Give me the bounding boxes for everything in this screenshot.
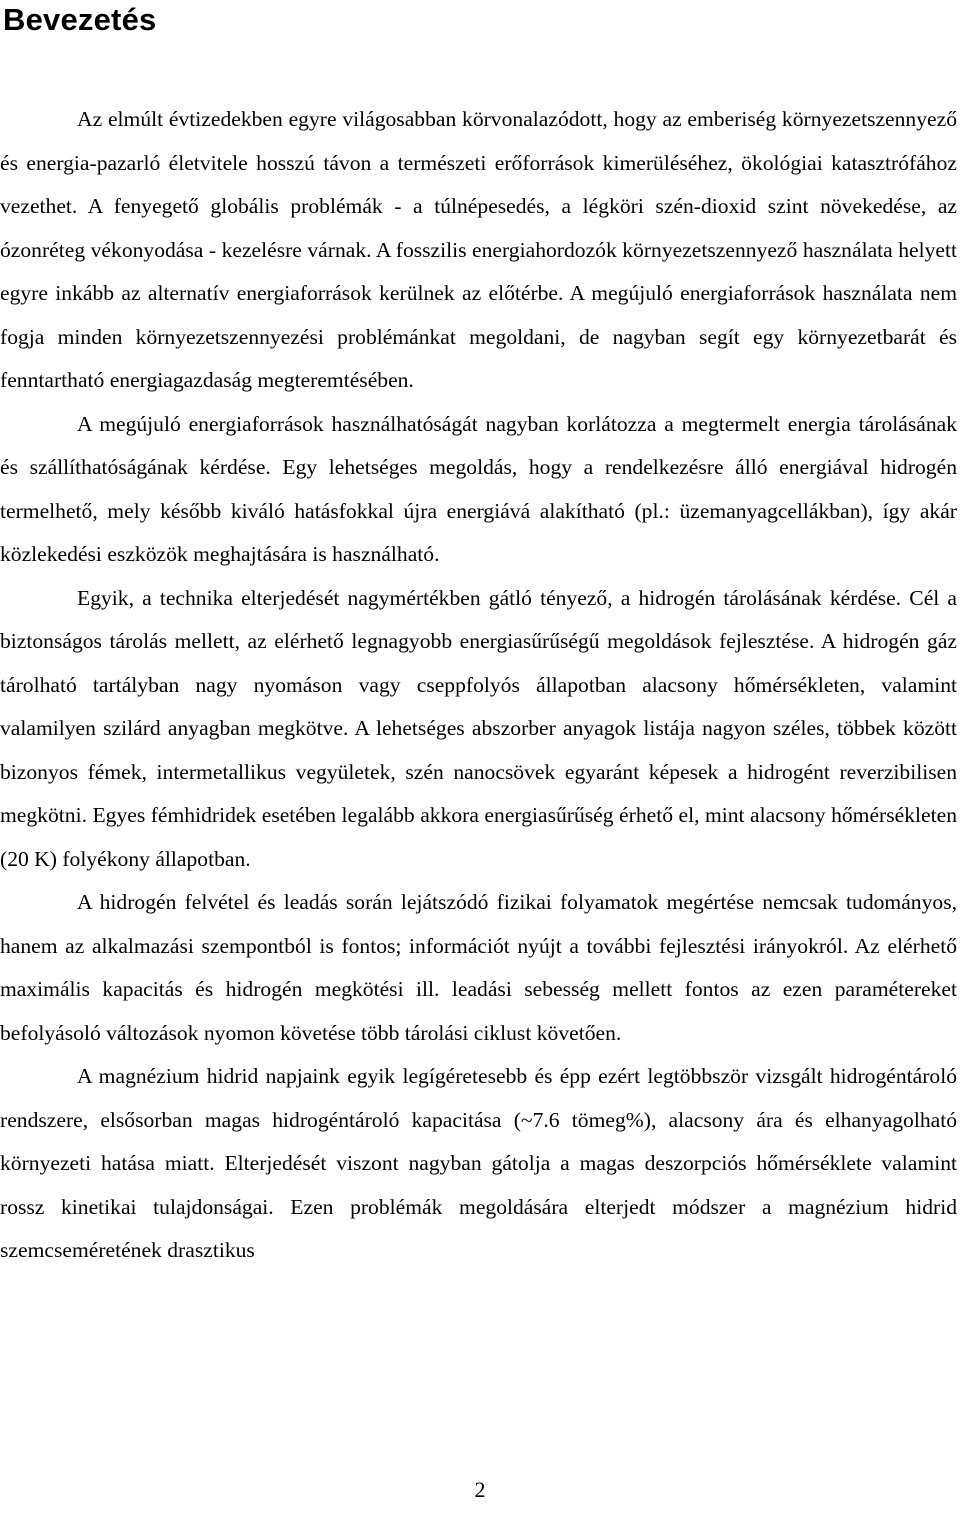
paragraph-5: A magnézium hidrid napjaink egyik legígéretesebb és épp ezért legtöbbször vizsgált hidrogéntároló rendszere, elsősorban magas hidrogéntároló kapacitása (~7.6 tömeg%), alacsony ára és elhanyagolható környezeti hatása miatt. Elterjedését viszont nagyban gátolja a magas deszorpciós hőmérséklete valamint rossz kinetikai tulajdonságai. Ezen problémák megoldására elterjedt módszer a magnézium hidrid szemcseméretének drasztikus — [0, 1064, 957, 1262]
paragraph-1: Az elmúlt évtizedekben egyre világosabban körvonalazódott, hogy az emberiség környezetszennyező és energia-pazarló életvitele hosszú távon a természeti erőforrások kimerüléséhez, ökológiai katasztrófához vezethet. A fenyegető globális problémák - a túlnépesedés, a légköri szén-dioxid szint növekedése, az ózonréteg vékonyodása - kezelésre várnak. A fosszilis energiahordozók környezetszennyező használata helyett egyre inkább az alternatív energiaforrások kerülnek az előtérbe. A megújuló energiaforrások használata nem fogja minden környezetszennyezési problémánkat megoldani, de nagyban segít egy környezetbarát és fenntartható energiagazdaság megteremtésében. — [0, 107, 957, 392]
body-text — [0, 98, 957, 1273]
paragraph-2: A megújuló energiaforrások használhatóságát nagyban korlátozza a megtermelt energia tárolásának és szállíthatóságának kérdése. Egy lehetséges megoldás, hogy a rendelkezésre álló energiával hidrogén termelhető, mely később kiváló hatásfokkal újra energiává alakítható (pl.: üzemanyagcellákban), így akár közlekedési eszközök meghajtására is használható. — [0, 411, 957, 566]
paragraph-4: A hidrogén felvétel és leadás során lejátszódó fizikai folyamatok megértése nemcsak tudományos, hanem az alkalmazási szempontból is fontos; információt nyújt a további fejlesztési irányokról. Az elérhető maximális kapacitás és hidrogén megkötési ill. leadási sebesség mellett fontos az ezen paramétereket befolyásoló változások nyomon követése több tárolási ciklust követően. — [0, 890, 957, 1045]
section-heading: Bevezetés — [3, 2, 157, 37]
paragraph-3: Egyik, a technika elterjedését nagymértékben gátló tényező, a hidrogén tárolásának kérdése. Cél a biztonságos tárolás mellett, az elérhető legnagyobb energiasűrűségű megoldások fejlesztése. A hidrogén gáz tárolható tartályban nagy nyomáson vagy cseppfolyós állapotban alacsony hőmérsékleten, valamint valamilyen szilárd anyagban megkötve. A lehetséges abszorber anyagok listája nagyon széles, többek között bizonyos fémek, intermetallikus vegyületek, szén nanocsövek egyaránt képesek a hidrogént reverzibilisen megkötni. Egyes fémhidridek esetében legalább akkora energiasűrűség érhető el, mint alacsony hőmérsékleten (20 K) folyékony állapotban. — [0, 585, 957, 871]
page-number: 2 — [474, 1477, 486, 1502]
